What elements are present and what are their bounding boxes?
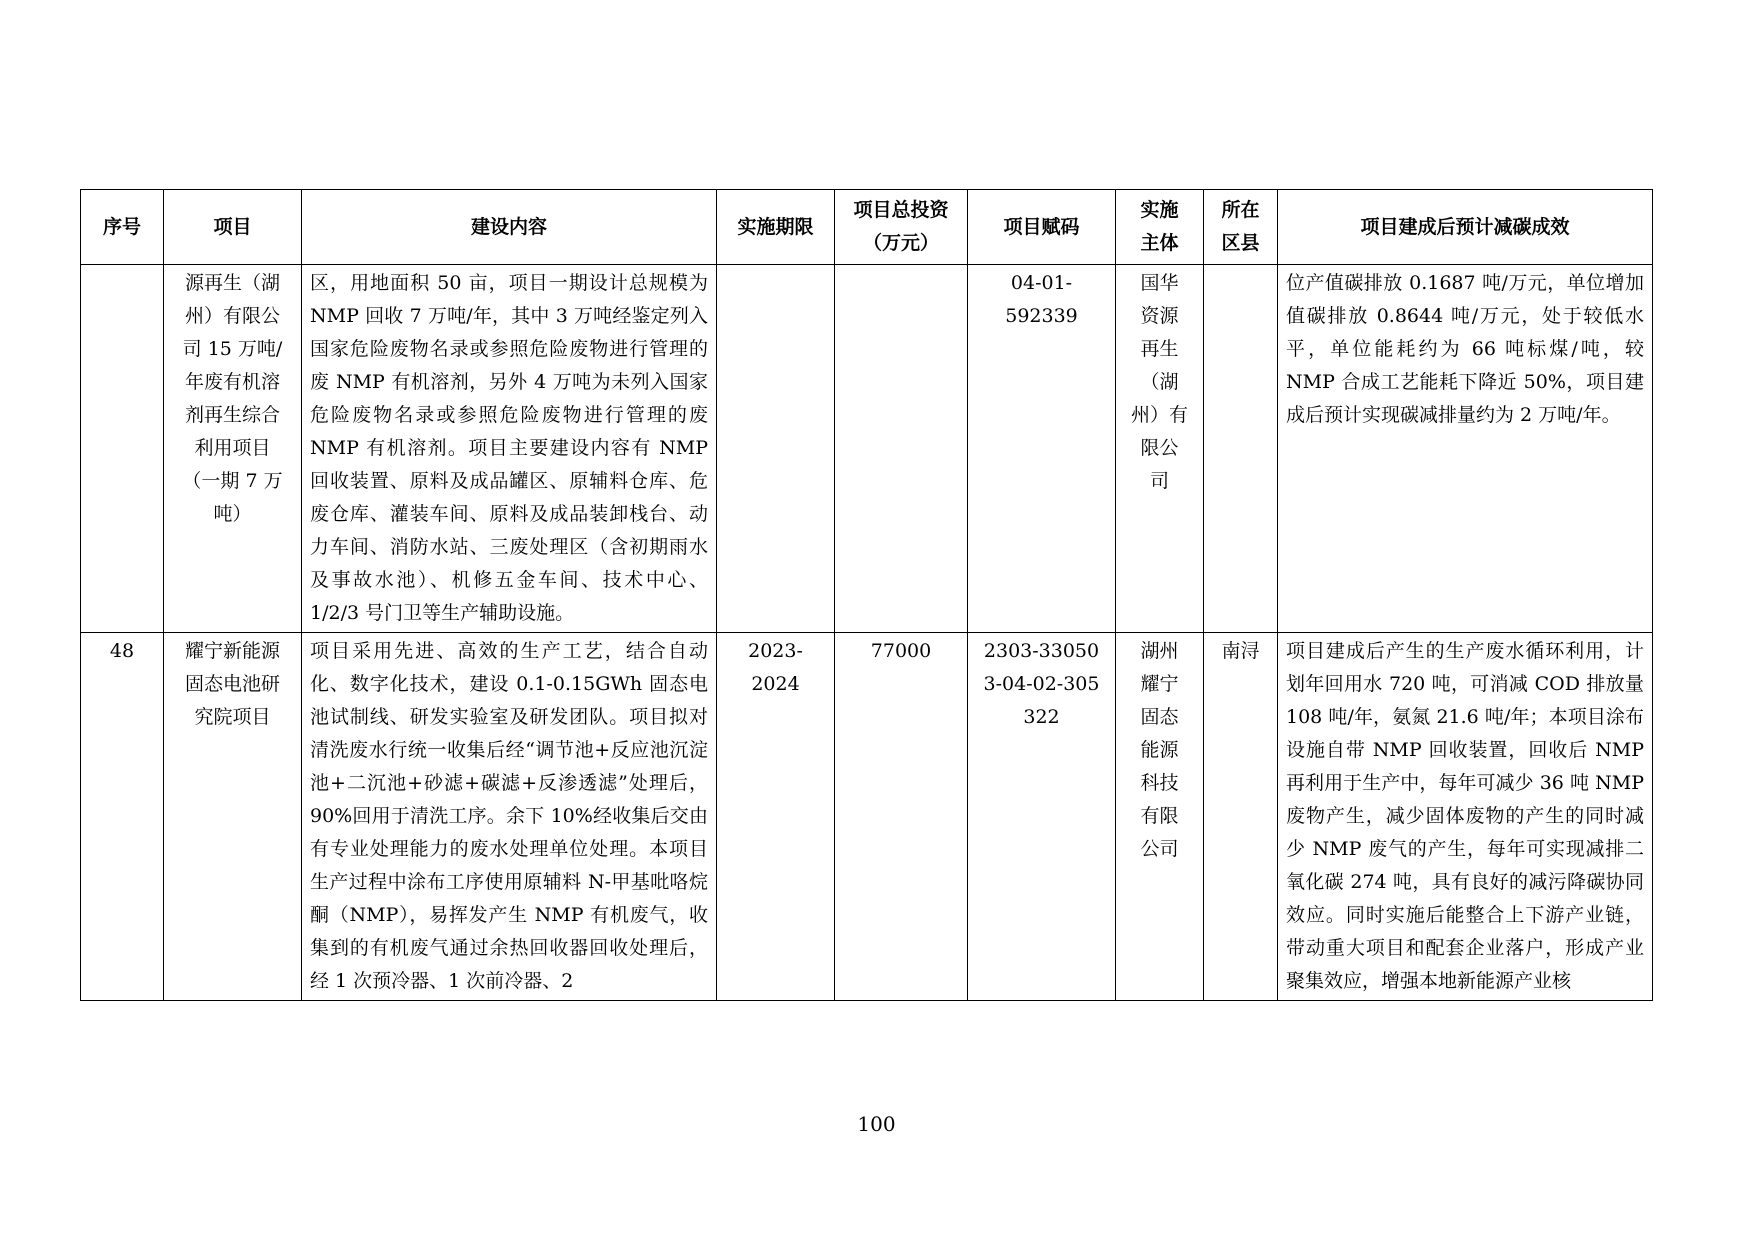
header-project: 项目 (164, 190, 302, 265)
header-seq: 序号 (81, 190, 164, 265)
row-code: 04-01-592339 (968, 265, 1116, 633)
row-effect: 位产值碳排放 0.1687 吨/万元，单位增加值碳排放 0.8644 吨/万元，处于较低水平，单位能耗约为 66 吨标煤/吨，较 NMP 合成工艺能耗下降近 50%，项目建成后预计实现碳减排量约为 2 万吨/年。 (1278, 265, 1653, 633)
header-code: 项目赋码 (968, 190, 1116, 265)
row-district: 南浔 (1204, 633, 1278, 1001)
project-table (80, 189, 1653, 1001)
row-project: 源再生（湖 州）有限公 司 15 万吨/ 年废有机溶 剂再生综合 利用项目 （一期 7 万 吨） (164, 265, 302, 633)
row-period: 2023-2024 (717, 633, 835, 1001)
row-content: 区，用地面积 50 亩，项目一期设计总规模为 NMP 回收 7 万吨/年，其中 3 万吨经鉴定列入国家危险废物名录或参照危险废物进行管理的废 NMP 有机溶剂，另外 4 万吨为未列入国家危险废物名录或参照危险废物进行管理的废 NMP 有机溶剂。项目主要建设内容有 NMP 回收装置、原料及成品罐区、原辅料仓库、危废仓库、灌装车间、原料及成品装卸栈台、动力车间、消防水站、三废处理区（含初期雨水及事故水池）、机修五金车间、技术中心、1/2/3 号门卫等生产辅助设施。 (302, 265, 717, 633)
header-effect: 项目建成后预计减碳成效 (1278, 190, 1653, 265)
table-row (81, 633, 1653, 1001)
row-entity: 湖州 耀宁 固态 能源 科技 有限 公司 (1116, 633, 1204, 1001)
row-effect: 项目建成后产生的生产废水循环利用，计划年回用水 720 吨，可消减 COD 排放量 108 吨/年，氨氮 21.6 吨/年；本项目涂布设施自带 NMP 回收装置，回收后 NMP 再利用于生产中，每年可减少 36 吨 NMP 废物产生，减少固体废物的产生的同时减少 NMP 废气的产生，每年可实现减排二氧化碳 274 吨，具有良好的减污降碳协同效应。同时实施后能整合上下游产业链，带动重大项目和配套企业落户，形成产业聚集效应，增强本地新能源产业核 (1278, 633, 1653, 1001)
header-period: 实施期限 (717, 190, 835, 265)
header-entity: 实施 主体 (1116, 190, 1204, 265)
row-period (717, 265, 835, 633)
page-number: 100 (857, 1112, 896, 1136)
row-seq (81, 265, 164, 633)
row-entity: 国华 资源 再生 （湖 州）有 限公 司 (1116, 265, 1204, 633)
row-district (1204, 265, 1278, 633)
table-row (81, 265, 1653, 633)
header-district: 所在 区县 (1204, 190, 1278, 265)
row-investment: 77000 (835, 633, 968, 1001)
table-header-row (81, 190, 1653, 265)
row-content: 项目采用先进、高效的生产工艺，结合自动化、数字化技术，建设 0.1-0.15GWh 固态电池试制线、研发实验室及研发团队。项目拟对清洗废水行统一收集后经“调节池+反应池沉淀池+二沉池+砂滤+碳滤+反渗透滤”处理后，90%回用于清洗工序。余下 10%经收集后交由有专业处理能力的废水处理单位处理。本项目生产过程中涂布工序使用原辅料 N-甲基吡咯烷酮（NMP），易挥发产生 NMP 有机废气，收集到的有机废气通过余热回收器回收处理后，经 1 次预冷器、1 次前冷器、2 (302, 633, 717, 1001)
row-seq: 48 (81, 633, 164, 1001)
row-code: 2303-33050 3-04-02-305 322 (968, 633, 1116, 1001)
row-project: 耀宁新能源 固态电池研 究院项目 (164, 633, 302, 1001)
header-investment: 项目总投资 （万元） (835, 190, 968, 265)
header-content: 建设内容 (302, 190, 717, 265)
row-investment (835, 265, 968, 633)
